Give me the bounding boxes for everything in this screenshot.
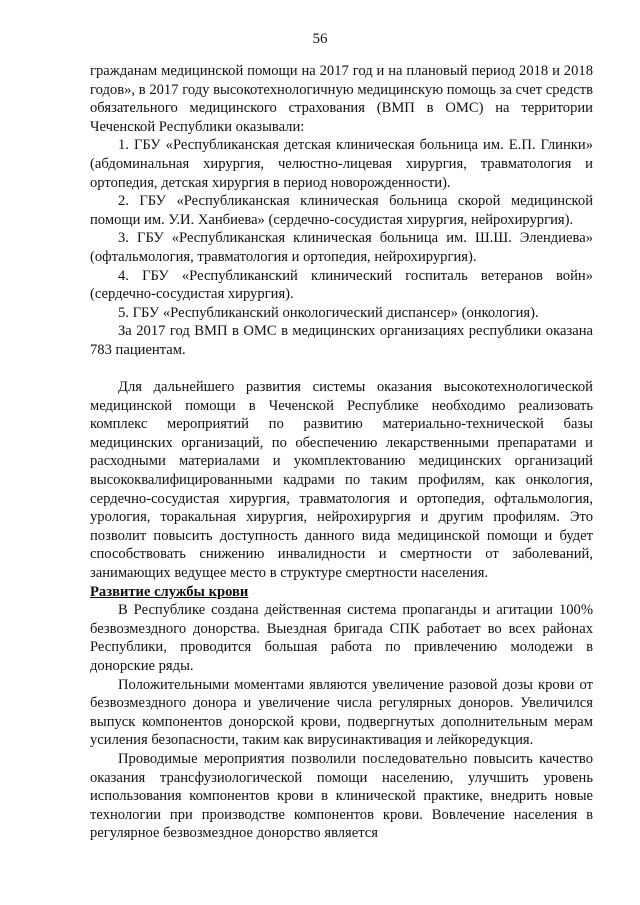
paragraph-measures: Проводимые мероприятия позволили последовательно повысить качество оказания трансфузиологической помощи населению, улучшить уровень использования компонентов крови в клинической практике, внедрить новые технологии при производстве компонентов крови. Вовлечение населения в регулярное безвозмездное донорство является (90, 750, 593, 842)
list-item-2: 2. ГБУ «Республиканская клиническая больница скорой медицинской помощи им. У.И. Ханбиева» (сердечно-сосудистая хирургия, нейрохирургия). (90, 193, 593, 228)
page-number: 56 (312, 31, 328, 47)
paragraph-vmp-total: За 2017 год ВМП в ОМС в медицинских организациях республики оказана 783 пациентам. (90, 323, 593, 358)
paragraph-intro: гражданам медицинской помощи на 2017 год и на плановый период 2018 и 2018 годов», в 2017 году высокотехнологичную медицинскую помощь за счет средств обязательного медицинского страхования (ВМП в ОМС) на территории Чеченской Республики оказывали: (90, 63, 593, 135)
paragraph-development: Для дальнейшего развития системы оказания высокотехнологической медицинской помощи в Чеченской Республике необходимо реализовать комплекс мероприятий по развитию материально-технической базы медицинских организаций, по обеспечению лекарственными препаратами и расходными материалами и укомплектованию медицинских организаций высококвалифицированными кадрами по таким профилям, как онкология, сердечно-сосудистая хирургия, травматология и ортопедия, офтальмология, урология, торакальная хирургия, нейрохирургия и другим профилям. Это позволит повысить доступность данного вида медицинской помощи и будет способствовать снижению инвалидности и смертности от заболеваний, занимающих ведущее место в структуре смертности населения. (90, 379, 593, 582)
list-item-3: 3. ГБУ «Республиканская клиническая больница им. Ш.Ш. Элендиева» (офтальмология, травматология и ортопедия, нейрохирургия). (90, 230, 593, 265)
page-body (90, 62, 593, 843)
list-item-1: 1. ГБУ «Республиканская детская клиническая больница им. Е.П. Глинки» (абдоминальная хирургия, челюстно-лицевая хирургия, травматология и ортопедия, детская хирургия в период новорожденности). (90, 137, 593, 191)
list-item-4: 4. ГБУ «Республиканский клинический госпиталь ветеранов войн» (сердечно-сосудистая хирургия). (90, 267, 593, 303)
list-item-5: 5. ГБУ «Республиканский онкологический диспансер» (онкология). (118, 304, 539, 321)
section-title: Развитие службы крови (90, 583, 249, 600)
paragraph-positive-moments: Положительными моментами являются увеличение разовой дозы крови от безвозмездного донора и увеличение числа регулярных доноров. Увеличился выпуск компонентов донорской крови, подвергнутых дополнительным мерам усиления безопасности, таким как вирусинактивация и лейкоредукция. (90, 676, 593, 749)
paragraph-donation-system: В Республике создана действенная система пропаганды и агитации 100% безвозмездного донорства. Выездная бригада СПК работает во всех районах Республики, проводится большая работа по привлечению молодежи в донорские ряды. (90, 602, 593, 674)
